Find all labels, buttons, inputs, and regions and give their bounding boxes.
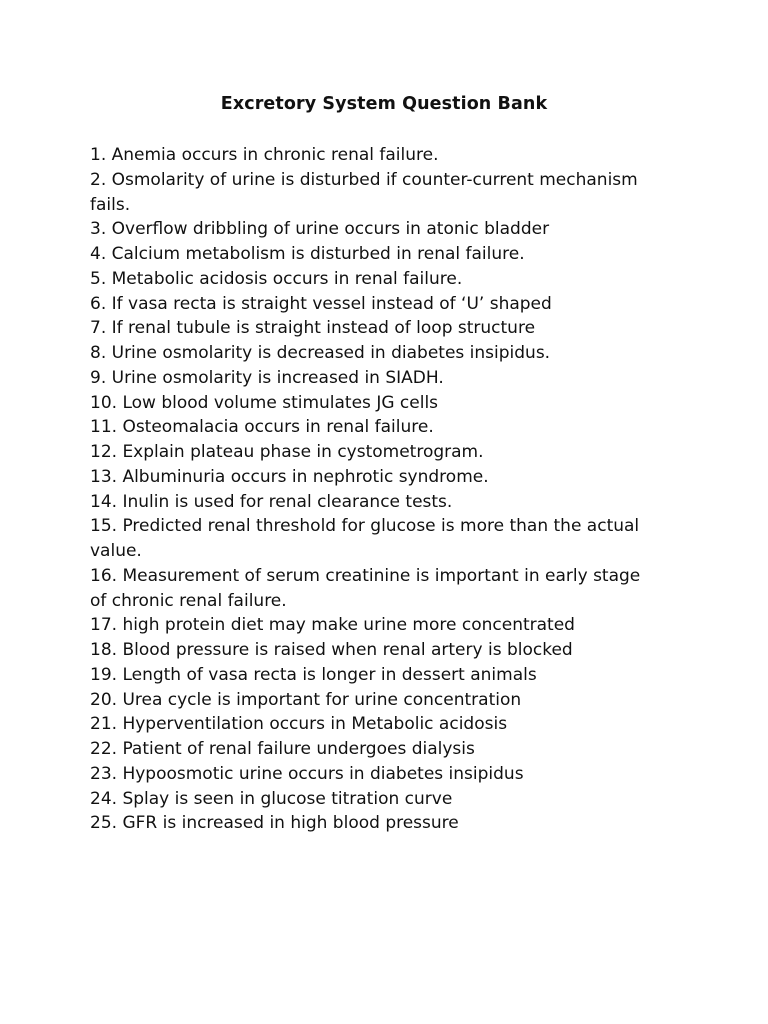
question-item: 24. Splay is seen in glucose titration curve (90, 788, 453, 809)
question-item: 1. Anemia occurs in chronic renal failure. (90, 145, 439, 165)
question-item: 18. Blood pressure is raised when renal artery is blocked (90, 640, 573, 660)
question-item: 12. Explain plateau phase in cystometrogram. (90, 442, 484, 462)
question-item: 11. Osteomalacia occurs in renal failure. (90, 417, 434, 438)
question-item: 2. Osmolarity of urine is disturbed if counter-current mechanism fails. (90, 169, 638, 215)
question-item: 3. Overflow dribbling of urine occurs in atonic bladder (90, 219, 550, 240)
question-list (90, 143, 652, 836)
question-item: 9. Urine osmolarity is increased in SIADH. (90, 367, 444, 388)
page-title: Excretory System Question Bank (220, 94, 548, 114)
question-item: 20. Urea cycle is important for urine concentration (90, 689, 522, 710)
question-item: 13. Albuminuria occurs in nephrotic syndrome. (90, 466, 489, 487)
question-item: 14. Inulin is used for renal clearance tests. (90, 491, 453, 512)
question-item: 16. Measurement of serum creatinine is important in early stage of chronic renal failure. (90, 565, 641, 611)
question-item: 21. Hyperventilation occurs in Metabolic acidosis (90, 714, 508, 735)
question-item: 23. Hypoosmotic urine occurs in diabetes insipidus (90, 763, 524, 784)
question-item: 5. Metabolic acidosis occurs in renal failure. (90, 268, 463, 289)
question-item: 6. If vasa recta is straight vessel instead of ‘U’ shaped (90, 293, 552, 314)
question-item: 19. Length of vasa recta is longer in dessert animals (90, 664, 537, 685)
question-item: 22. Patient of renal failure undergoes dialysis (90, 739, 475, 759)
question-item: 8. Urine osmolarity is decreased in diabetes insipidus. (90, 343, 551, 363)
question-item: 25. GFR is increased in high blood pressure (90, 813, 459, 834)
question-item: 10. Low blood volume stimulates JG cells (90, 392, 439, 413)
question-item: 7. If renal tubule is straight instead of loop structure (90, 318, 536, 339)
question-item: 17. high protein diet may make urine more concentrated (90, 615, 575, 636)
question-item: 4. Calcium metabolism is disturbed in renal failure. (90, 244, 525, 264)
question-item: 15. Predicted renal threshold for glucose is more than the actual value. (90, 516, 640, 561)
